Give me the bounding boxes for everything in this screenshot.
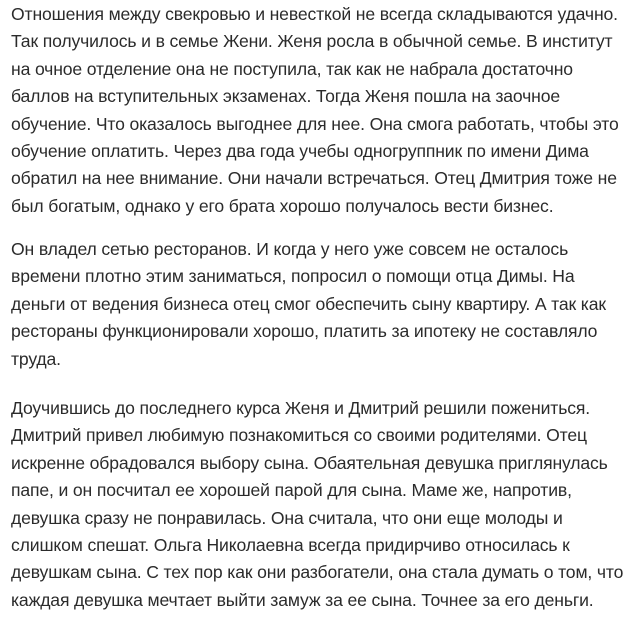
paragraph-1: [11, 1, 619, 220]
paragraph-2: [11, 236, 606, 373]
paragraph-line: времени плотно этим заниматься, попросил о помощи отца Димы. На: [11, 266, 575, 287]
paragraph-line: девушкам сына. С тех пор как они разбогатели, она стала думать о том, что: [11, 562, 624, 583]
paragraph-line: был богатым, однако у его брата хорошо получалось вести бизнес.: [11, 195, 554, 216]
paragraph-line: Отношения между свекровью и невесткой не всегда складываются удачно.: [11, 4, 618, 24]
paragraph-line: баллов на вступительных экзаменах. Тогда Женя пошла на заочное: [11, 86, 560, 107]
paragraph-line: Так получилось и в семье Жени. Женя росла в обычной семье. В институт: [11, 31, 613, 52]
paragraph-line: Доучившись до последнего курса Женя и Дмитрий решили пожениться.: [11, 398, 590, 418]
paragraph-line: деньги от ведения бизнеса отец смог обеспечить сыну квартиру. А так как: [11, 293, 606, 314]
paragraph-line: на очное отделение она не поступила, так как не набрала достаточно: [11, 58, 573, 79]
paragraph-line: искренне обрадовался выбору сына. Обаятельная девушка приглянулась: [11, 452, 608, 473]
paragraph-3: [11, 395, 623, 614]
paragraph-line: слишком спешат. Ольга Николаевна всегда придирчиво относилась к: [11, 535, 570, 556]
paragraph-line: обучение. Что оказалось выгоднее для нее. Она смога работать, чтобы это: [11, 113, 619, 134]
paragraph-line: рестораны функционировали хорошо, платить за ипотеку не составляло: [11, 321, 598, 342]
paragraph-line: труда.: [11, 348, 61, 369]
paragraph-line: обратил на нее внимание. Они начали встречаться. Отец Дмитрия тоже не: [11, 168, 617, 189]
paragraph-line: папе, и он посчитал ее хорошей парой для сына. Маме же, напротив,: [11, 480, 572, 501]
paragraph-line: каждая девушка мечтает выйти замуж за ее сына. Точнее за его деньги.: [11, 589, 594, 610]
paragraph-line: Дмитрий привел любимую познакомиться со своими родителями. Отец: [11, 425, 587, 446]
paragraph-line: девушка сразу не понравилась. Она считала, что они еще молоды и: [11, 507, 563, 528]
paragraph-line: обучение оплатить. Через два года учебы одногруппник по имени Дима: [11, 141, 589, 162]
paragraph-line: Он владел сетью ресторанов. И когда у него уже совсем не осталось: [11, 239, 569, 259]
